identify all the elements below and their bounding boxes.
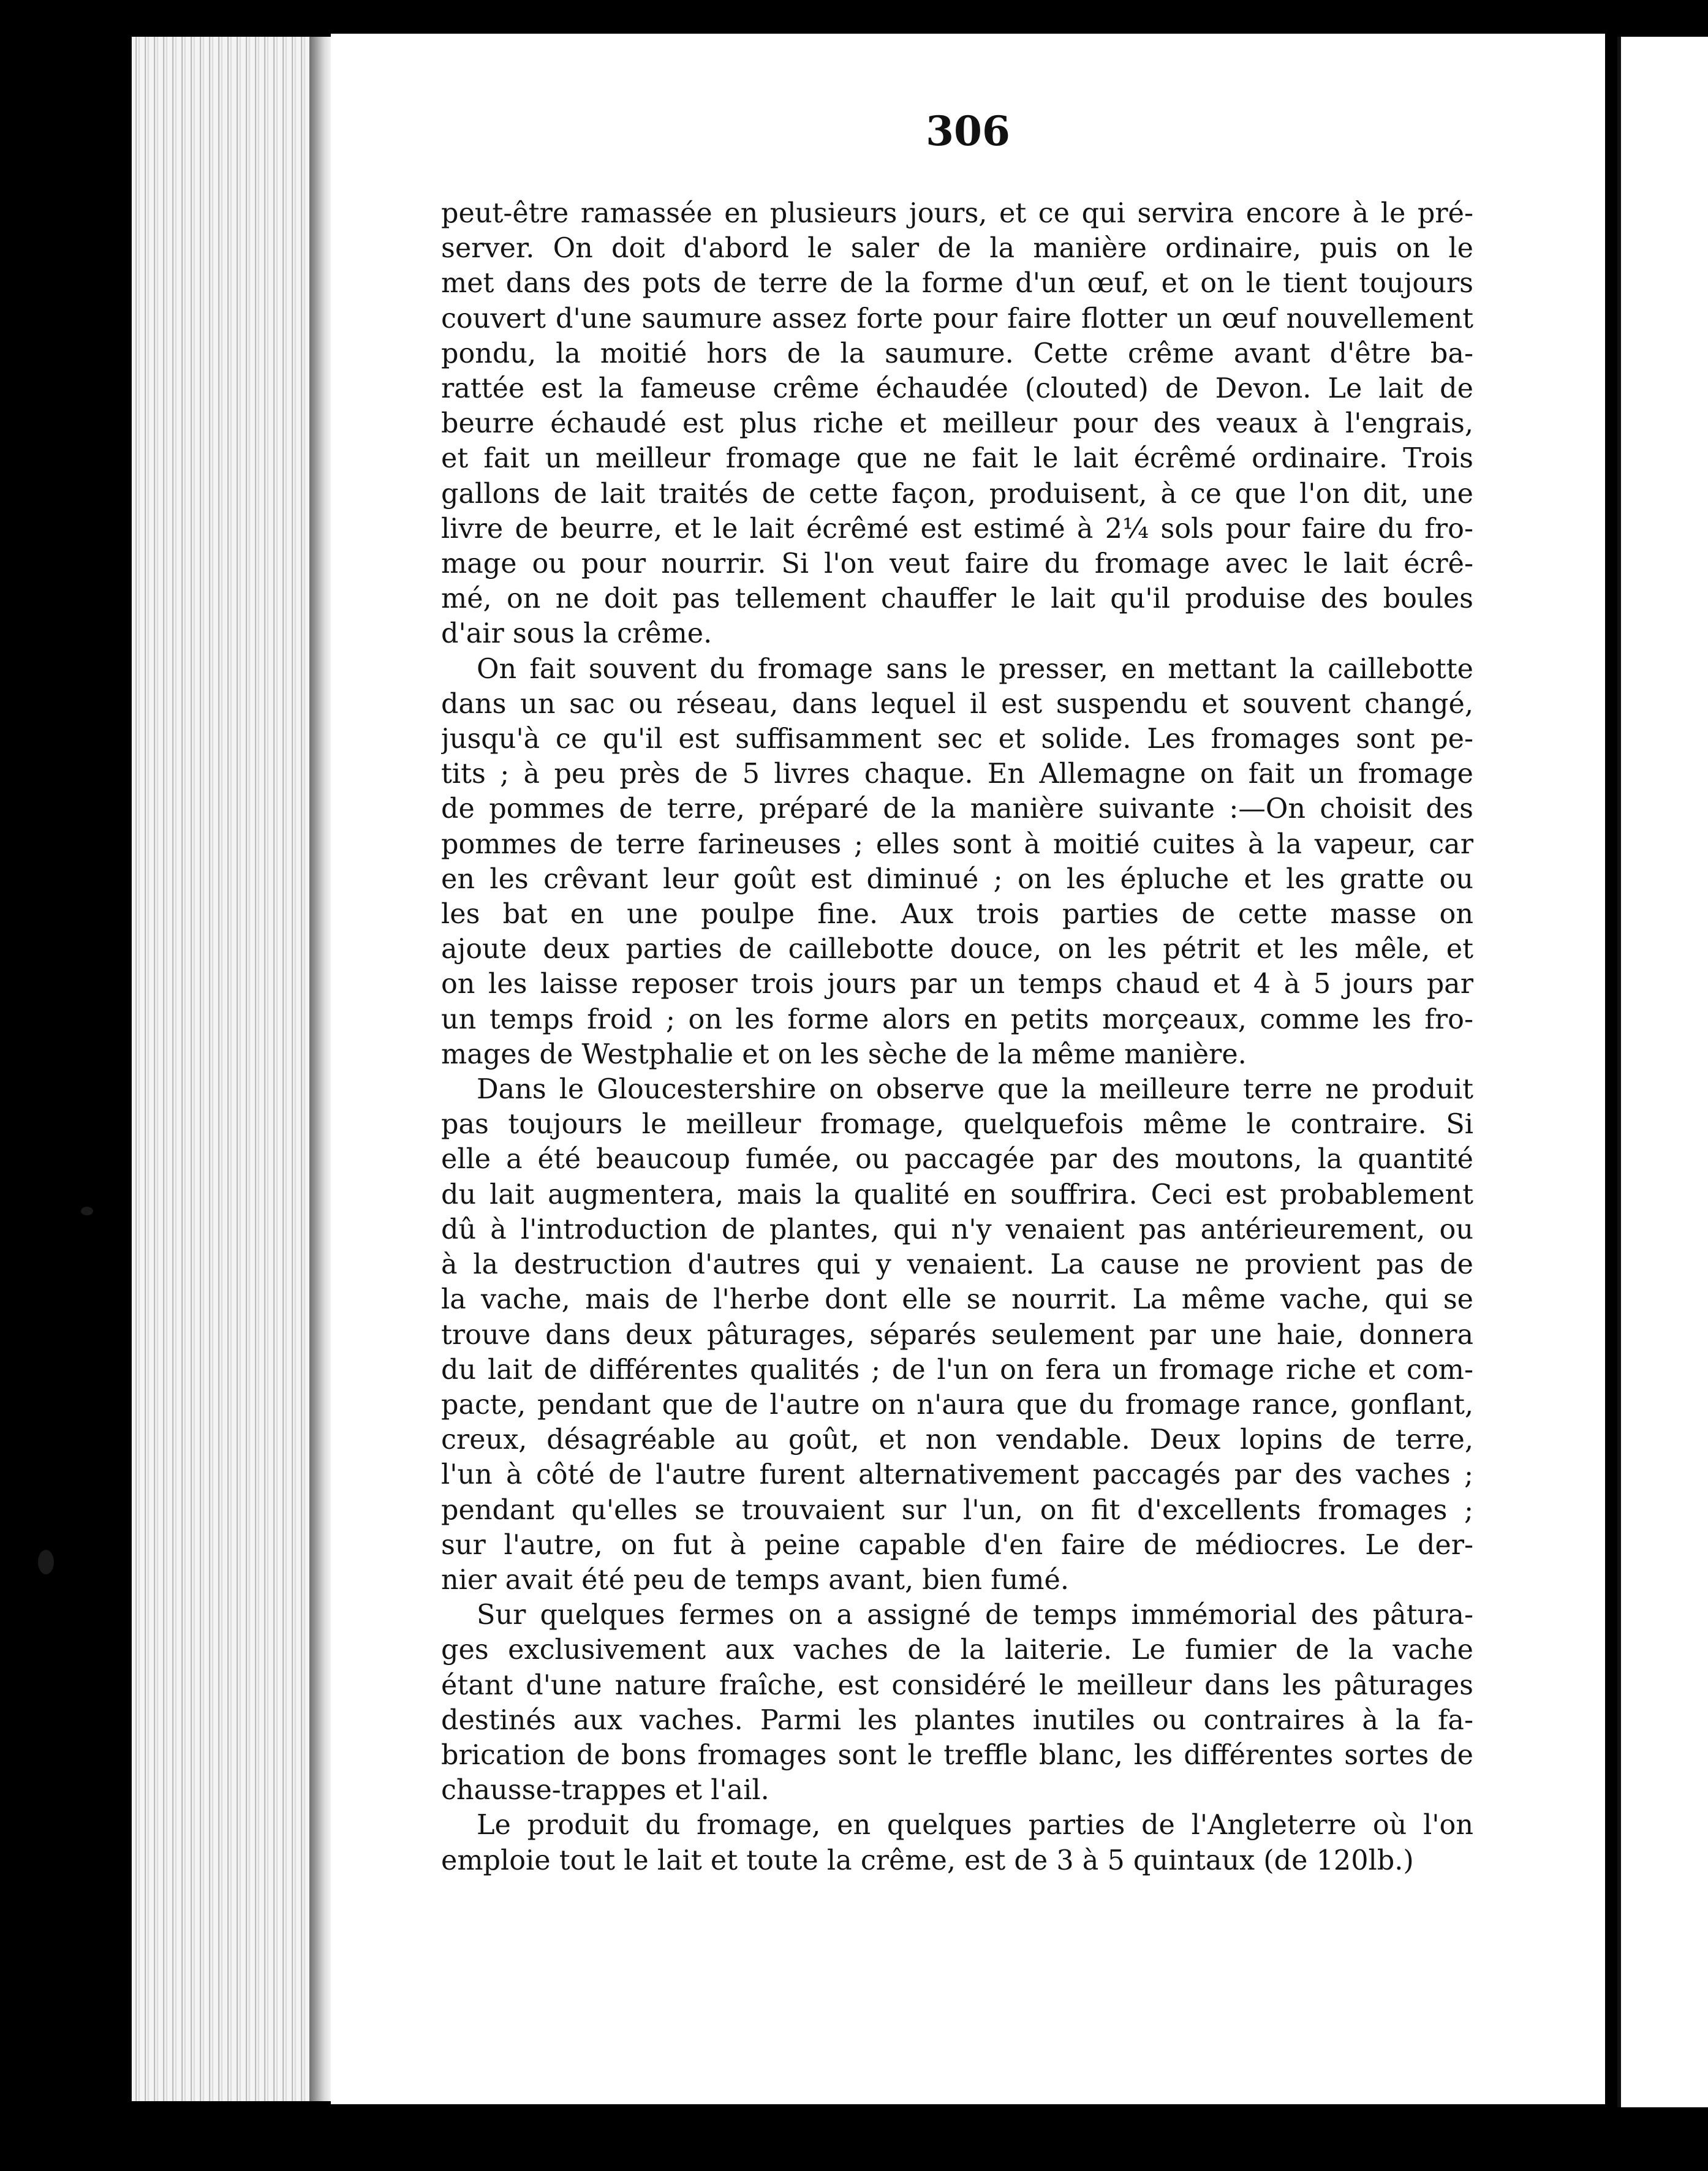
text-line: Le produit du fromage, en quelques parties de l'Angleterre où l'on bbox=[477, 1810, 1473, 1841]
text-line: pacte, pendant que de l'autre on n'aura que du fromage rance, gonflant, bbox=[441, 1389, 1473, 1421]
text-line: pas toujours le meilleur fromage, quelquefois même le contraire. Si bbox=[441, 1109, 1473, 1141]
text-line: un temps froid ; on les forme alors en petits morçeaux, comme les fro- bbox=[441, 1003, 1473, 1035]
text-line: peut-être ramassée en plusieurs jours, et ce qui servira encore à le pré- bbox=[441, 198, 1473, 229]
text-line: brication de bons fromages sont le treffle blanc, les différentes sortes de bbox=[441, 1739, 1473, 1771]
text-line: emploie tout le lait et toute la crême, est de 3 à 5 quintaux (de 120lb.) bbox=[441, 1844, 1414, 1876]
text-line: ges exclusivement aux vaches de la laiterie. Le fumier de la vache bbox=[441, 1634, 1473, 1666]
text-line: gallons de lait traités de cette façon, produisent, à ce que l'on dit, une bbox=[441, 478, 1473, 510]
text-line: rattée est la fameuse crême échaudée (clouted) de Devon. Le lait de bbox=[441, 373, 1473, 405]
text-line: on les laisse reposer trois jours par un temps chaud et 4 à 5 jours par bbox=[441, 968, 1473, 1000]
text-line: mage ou pour nourrir. Si l'on veut faire du fromage avec le lait écrê- bbox=[441, 548, 1473, 580]
text-line: server. On doit d'abord le saler de la manière ordinaire, puis on le bbox=[441, 233, 1473, 265]
page-edges bbox=[132, 37, 328, 2101]
scan-speck bbox=[81, 1207, 93, 1215]
text-line: de pommes de terre, préparé de la manière suivante :—On choisit des bbox=[441, 793, 1473, 825]
paragraph bbox=[441, 1598, 1473, 1808]
text-line: pondu, la moitié hors de la saumure. Cette crême avant d'être ba- bbox=[441, 338, 1473, 369]
paragraph bbox=[441, 196, 1473, 652]
text-line: sur l'autre, on fut à peine capable d'en faire de médiocres. Le der- bbox=[441, 1529, 1473, 1561]
page-number: 306 bbox=[926, 107, 1010, 155]
text-line: mages de Westphalie et on les sèche de la même manière. bbox=[441, 1038, 1247, 1070]
paragraph bbox=[441, 652, 1473, 1072]
text-line: d'air sous la crême. bbox=[441, 618, 712, 650]
text-line: mé, on ne doit pas tellement chauffer le lait qu'il produise des boules bbox=[441, 583, 1473, 615]
text-line: en les crêvant leur goût est diminué ; on les épluche et les gratte ou bbox=[441, 863, 1473, 895]
text-line: dû à l'introduction de plantes, qui n'y venaient pas antérieurement, ou bbox=[441, 1214, 1473, 1245]
facing-page-edge bbox=[1617, 37, 1708, 2107]
book-page bbox=[331, 34, 1605, 2104]
text-line: met dans des pots de terre de la forme d'un œuf, et on le tient toujours bbox=[441, 268, 1473, 300]
text-line: pendant qu'elles se trouvaient sur l'un, on fit d'excellents fromages ; bbox=[441, 1494, 1473, 1526]
body-text bbox=[441, 196, 1473, 1878]
text-line: les bat en une poulpe fine. Aux trois parties de cette masse on bbox=[441, 899, 1473, 931]
paragraph bbox=[441, 1808, 1473, 1878]
text-line: Dans le Gloucestershire on observe que la meilleure terre ne produit bbox=[477, 1074, 1473, 1106]
text-line: beurre échaudé est plus riche et meilleur pour des veaux à l'engrais, bbox=[441, 408, 1473, 440]
paragraph bbox=[441, 1072, 1473, 1598]
text-line: dans un sac ou réseau, dans lequel il est suspendu et souvent changé, bbox=[441, 688, 1473, 720]
text-line: destinés aux vaches. Parmi les plantes inutiles ou contraires à la fa- bbox=[441, 1704, 1473, 1736]
text-line: jusqu'à ce qu'il est suffisamment sec et solide. Les fromages sont pe- bbox=[441, 723, 1473, 755]
text-line: chausse-trappes et l'ail. bbox=[441, 1775, 769, 1807]
text-line: On fait souvent du fromage sans le presser, en mettant la caillebotte bbox=[477, 653, 1473, 685]
text-line: à la destruction d'autres qui y venaient. La cause ne provient pas de bbox=[441, 1249, 1473, 1281]
text-line: ajoute deux parties de caillebotte douce, on les pétrit et les mêle, et bbox=[441, 934, 1473, 965]
text-line: la vache, mais de l'herbe dont elle se nourrit. La même vache, qui se bbox=[441, 1284, 1473, 1316]
text-line: couvert d'une saumure assez forte pour faire flotter un œuf nouvellement bbox=[441, 303, 1473, 334]
text-line: et fait un meilleur fromage que ne fait le lait écrêmé ordinaire. Trois bbox=[441, 443, 1473, 475]
text-line: trouve dans deux pâturages, séparés seulement par une haie, donnera bbox=[441, 1319, 1473, 1351]
text-line: Sur quelques fermes on a assigné de temps immémorial des pâtura- bbox=[477, 1599, 1473, 1631]
text-line: du lait augmentera, mais la qualité en souffrira. Ceci est probablement bbox=[441, 1179, 1473, 1210]
text-line: pommes de terre farineuses ; elles sont à moitié cuites à la vapeur, car bbox=[441, 828, 1473, 860]
text-line: tits ; à peu près de 5 livres chaque. En Allemagne on fait un fromage bbox=[441, 758, 1473, 790]
text-line: nier avait été peu de temps avant, bien fumé. bbox=[441, 1564, 1069, 1596]
text-line: étant d'une nature fraîche, est considéré le meilleur dans les pâturages bbox=[441, 1669, 1473, 1701]
text-line: du lait de différentes qualités ; de l'un on fera un fromage riche et com- bbox=[441, 1354, 1473, 1386]
scan-speck bbox=[38, 1550, 54, 1574]
gutter-shadow bbox=[309, 37, 334, 2101]
text-line: creux, désagréable au goût, et non vendable. Deux lopins de terre, bbox=[441, 1424, 1473, 1456]
text-line: livre de beurre, et le lait écrêmé est estimé à 2¼ sols pour faire du fro- bbox=[441, 513, 1473, 545]
text-line: elle a été beaucoup fumée, ou paccagée par des moutons, la quantité bbox=[441, 1144, 1473, 1176]
text-line: l'un à côté de l'autre furent alternativement paccagés par des vaches ; bbox=[441, 1459, 1473, 1491]
